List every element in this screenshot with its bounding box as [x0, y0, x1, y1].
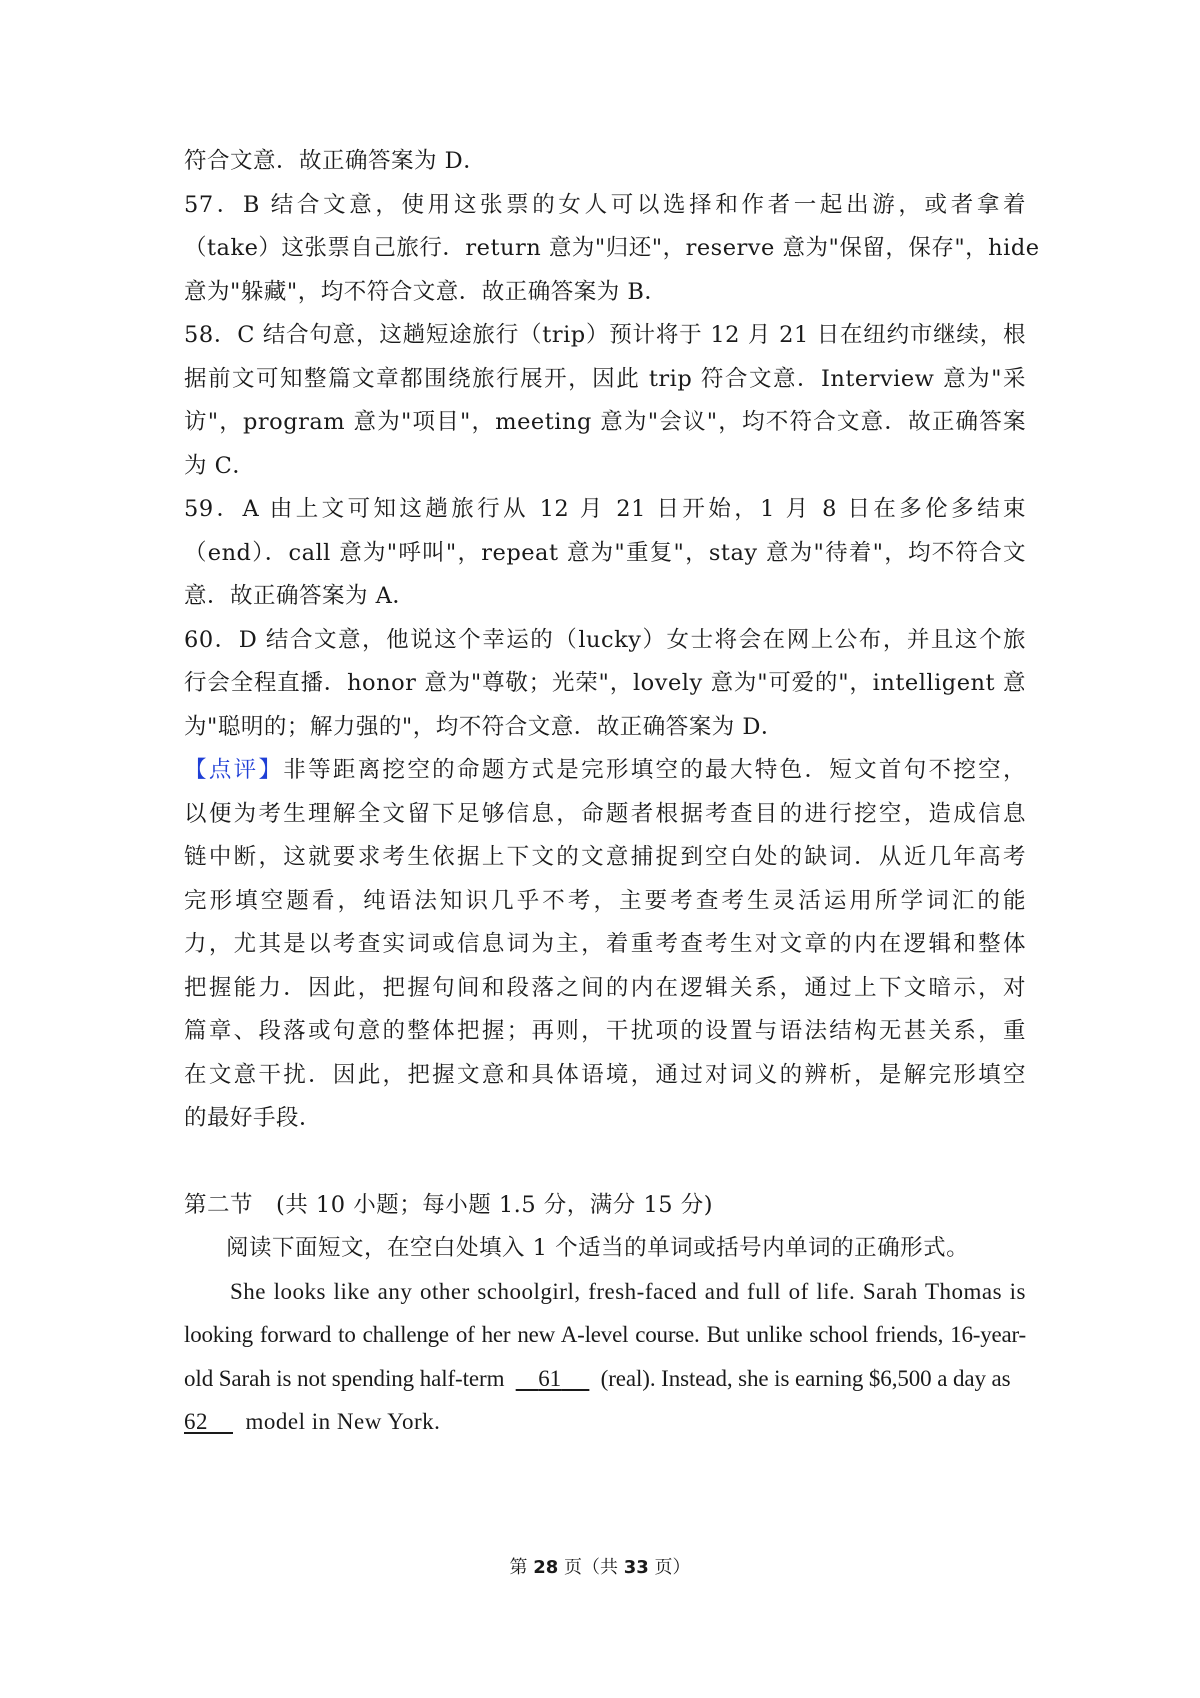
comment-tag: 【点评】	[184, 757, 284, 783]
text-line: 58．C 结合句意，这趟短途旅行（trip）预计将于 12 月 21 日在纽约市继续，根	[184, 322, 1026, 348]
passage-text: old Sarah is not spending half-term	[184, 1366, 505, 1391]
text-line: 意．故正确答案为 A．	[184, 583, 416, 609]
text-line: 访"，program 意为"项目"，meeting 意为"会议"，均不符合文意．故正确答案	[184, 409, 1026, 435]
comment-line: 在文意干扰．因此，把握文意和具体语境，通过对词义的辨析，是解完形填空	[184, 1062, 1026, 1088]
passage-line: looking forward to challenge of her new A-level course. But unlike school friends, 16-year-	[184, 1322, 1026, 1347]
passage-text: (real). Instead, she is earning $6,500 a day as	[600, 1366, 1011, 1391]
comment-line: 的最好手段．	[184, 1105, 323, 1131]
passage-line	[184, 1364, 1026, 1394]
comment-text: 非等距离挖空的命题方式是完形填空的最大特色．短文首句不挖空，	[283, 757, 1026, 783]
text-line: 据前文可知整篇文章都围绕旅行展开，因此 trip 符合文意．Interview 意为"采	[184, 366, 1026, 392]
comment-line: 把握能力．因此，把握句间和段落之间的内在逻辑关系，通过上下文暗示，对	[184, 975, 1026, 1001]
comment-line: 链中断，这就要求考生依据上下文的文意捕捉到空白处的缺词．从近几年高考	[184, 844, 1026, 870]
page-footer: 第 28 页（共 33 页）	[509, 1557, 691, 1578]
text-line: 59．A 由上文可知这趟旅行从 12 月 21 日开始，1 月 8 日在多伦多结束	[184, 496, 1026, 522]
section-title: 第二节 (共 10 小题；每小题 1.5 分，满分 15 分)	[184, 1192, 714, 1218]
comment-first-line	[184, 755, 1026, 785]
passage-line	[184, 1407, 1026, 1437]
text-line: 60．D 结合文意，他说这个幸运的（lucky）女士将会在网上公布，并且这个旅	[184, 627, 1026, 653]
text-line: 为"聪明的；解力强的"，均不符合文意．故正确答案为 D．	[184, 714, 784, 740]
text-line: （take）这张票自己旅行．return 意为"归还"，reserve 意为"保留，保存"，hide	[184, 235, 1040, 261]
blank-62: 62	[184, 1409, 208, 1434]
comment-line: 力，尤其是以考查实词或信息词为主，着重考查考生对文章的内在逻辑和整体	[184, 931, 1026, 957]
passage-text: model in New York.	[245, 1409, 441, 1434]
page-number: 28	[533, 1557, 559, 1578]
text-line: 57．B 结合文意，使用这张票的女人可以选择和作者一起出游，或者拿着	[184, 192, 1026, 218]
text-line: （end）．call 意为"呼叫"，repeat 意为"重复"，stay 意为"待着"，均不符合文	[184, 540, 1026, 566]
passage-line: She looks like any other schoolgirl, fresh-faced and full of life. Sarah Thomas is	[230, 1279, 1026, 1304]
text-line: 行会全程直播．honor 意为"尊敬；光荣"，lovely 意为"可爱的"，intelligent 意	[184, 670, 1026, 696]
comment-line: 篇章、段落或句意的整体把握；再则，干扰项的设置与语法结构无甚关系，重	[184, 1018, 1026, 1044]
page-total: 33	[623, 1557, 649, 1578]
blank-61: 61	[538, 1366, 562, 1391]
text-line: 为 C．	[184, 453, 256, 479]
text-line: 意为"躲藏"，均不符合文意．故正确答案为 B．	[184, 279, 668, 305]
comment-line: 完形填空题看，纯语法知识几乎不考，主要考查考生灵活运用所学词汇的能	[184, 888, 1026, 914]
text-line: 符合文意．故正确答案为 D．	[184, 148, 487, 174]
section-instruction: 阅读下面短文，在空白处填入 1 个适当的单词或括号内单词的正确形式。	[226, 1235, 970, 1261]
comment-line: 以便为考生理解全文留下足够信息，命题者根据考查目的进行挖空，造成信息	[184, 801, 1026, 827]
